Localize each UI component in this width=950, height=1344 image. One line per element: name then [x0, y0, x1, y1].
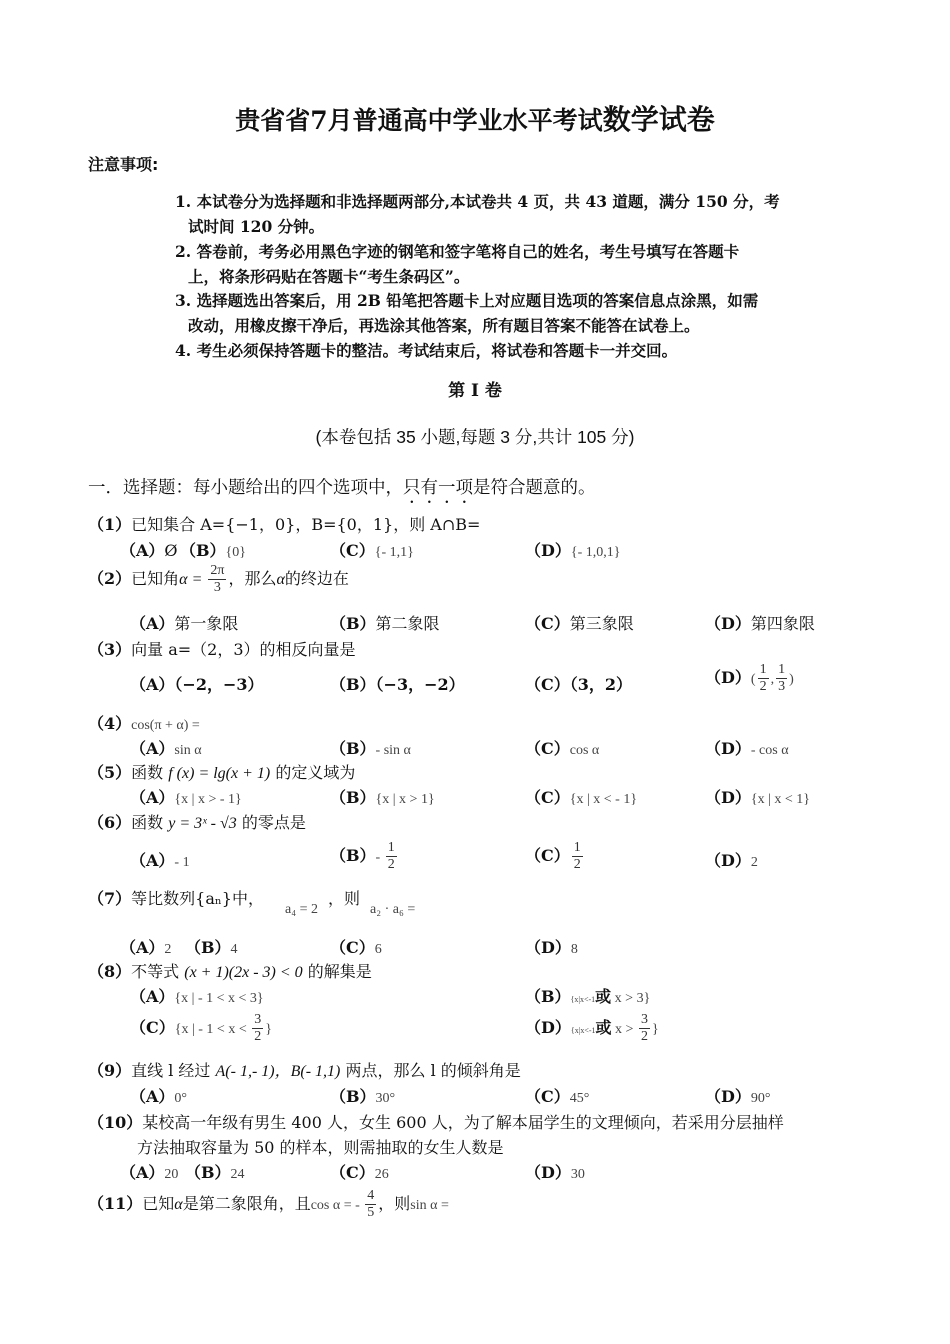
q10-option-d: （D）30 — [525, 1163, 585, 1182]
q10-option-b: （B）24 — [185, 1163, 245, 1182]
q9-option-b: （B）30° — [330, 1087, 396, 1106]
q3-option-c: （C）（3，2） — [525, 675, 633, 694]
fraction: $\frac{3}{2}$ — [254, 1012, 262, 1044]
q2-option-c: （C）第三象限 — [525, 614, 634, 633]
question-3: （3）向量 a=（2，3）的相反向量是 — [88, 640, 356, 659]
q5-option-d: （D）{x | x < 1} — [705, 788, 811, 807]
fraction: $\frac{4}{5}$ — [367, 1188, 375, 1220]
volume-title: 第 I 卷 — [448, 381, 502, 401]
fraction: $\frac{1}{2}$ — [387, 840, 395, 872]
notice-item: 4. 考生必须保持答题卡的整洁。考试结束后，将试卷和答题卡一并交回。 — [175, 341, 678, 360]
q8-option-a: （A）{x | - 1 < x < 3} — [130, 987, 264, 1006]
notice-item: 3. 选择题选出答案后，用 2B 铅笔把答题卡上对应题目选项的答案信息点涂黑，如需 — [175, 291, 759, 310]
q3-option-a: （A）（−2，−3） — [130, 675, 264, 694]
q4-option-c: （C）cos α — [525, 739, 600, 758]
q5-option-b: （B）{x | x > 1} — [330, 788, 435, 807]
fraction: $\frac{3}{2}$ — [640, 1012, 648, 1044]
fraction: $\frac{2\pi}{3}$ — [210, 563, 225, 595]
q8-option-b: （B）{x|x<-1或 x > 3} — [525, 987, 651, 1006]
q5-option-a: （A）{x | x > - 1} — [130, 788, 242, 807]
q4-option-d: （D）- cos α — [705, 739, 789, 758]
q10-option-c: （C）26 — [330, 1163, 389, 1182]
fraction: $\frac{1}{2}$ — [759, 662, 767, 694]
q7-ask: a₂ · a₆ = — [370, 902, 416, 917]
q9-option-c: （C）45° — [525, 1087, 590, 1106]
q8-option-d: （D）{x|x<-1或 x > $\frac{3}{2}$ } — [525, 1012, 659, 1044]
question-10: （10）某校高一年级有男生 400 人，女生 600 人，为了解本届学生的文理倾向，若采用分层抽样 — [88, 1113, 784, 1132]
notice-item-cont: 上，将条形码贴在答题卡“考生条码区”。 — [188, 267, 470, 286]
notice-item-cont: 试时间 120 分钟。 — [188, 217, 325, 236]
question-9: （9）直线 l 经过 A(- 1,- 1)，B(- 1,1) 两点，那么 l 的倾斜角是 — [88, 1061, 521, 1080]
q7-option-d: （D）8 — [525, 938, 578, 957]
notice-item-cont: 改动，用橡皮擦干净后，再选涂其他答案，所有题目答案不能答在试卷上。 — [188, 316, 700, 335]
page-title: 贵省省7月普通高中学业水平考试数学试卷 — [235, 103, 715, 136]
q6-option-d: （D）2 — [705, 851, 758, 870]
q1-option-b: （B）{0} — [180, 541, 246, 560]
notice-heading: 注意事项: — [88, 155, 159, 174]
question-7: （7）等比数列{aₙ}中， — [88, 889, 264, 908]
q3-option-d: （D）( $\frac{1}{2}$ , $\frac{1}{3}$ ) — [705, 662, 794, 694]
q7-option-a: （A）2 — [120, 938, 172, 957]
q7-given: a₄ = 2 — [285, 902, 318, 917]
q6-option-c: （C） $\frac{1}{2}$ — [525, 840, 581, 872]
question-6: （6）函数 y = 3ˣ - √3 的零点是 — [88, 813, 306, 832]
q1-option-a: （A）Ø — [120, 541, 178, 560]
fraction: $\frac{1}{2}$ — [573, 840, 581, 872]
q2-option-d: （D）第四象限 — [705, 614, 815, 633]
notice-item: 1. 本试卷分为选择题和非选择题两部分,本试卷共 4 页，共 43 道题，满分 150 分，考 — [175, 192, 780, 211]
question-1: （1）已知集合 A={−1，0}，B={0，1}，则 A∩B= — [88, 515, 481, 534]
q5-option-c: （C）{x | x < - 1} — [525, 788, 638, 807]
section-heading: 一．选择题：每小题给出的四个选项中，只有一项是符合题意的。 — [88, 477, 596, 497]
question-10-cont: 方法抽取容量为 50 的样本，则需抽取的女生人数是 — [137, 1138, 504, 1157]
volume-note: (本卷包括 35 小题,每题 3 分,共计 105 分) — [315, 427, 635, 447]
q7-option-c: （C）6 — [330, 938, 382, 957]
question-5: （5）函数 f (x) = lg(x + 1) 的定义域为 — [88, 763, 356, 782]
q1-option-c: （C）{- 1,1} — [330, 541, 414, 560]
q8-option-c: （C）{x | - 1 < x < $\frac{3}{2}$ } — [130, 1012, 272, 1044]
question-11: （11）已知α是第二象限角，且cos α = - $\frac{4}{5}$ ，则sin α = — [88, 1188, 449, 1220]
question-2: （2）已知角α = $\frac{2\pi}{3}$ ，那么α的终边在 — [88, 563, 349, 595]
question-8: （8）不等式 (x + 1)(2x - 3) < 0 的解集是 — [88, 962, 372, 981]
q1-option-d: （D）{- 1,0,1} — [525, 541, 621, 560]
q4-option-a: （A）sin α — [130, 739, 202, 758]
q6-option-a: （A）- 1 — [130, 851, 190, 870]
q6-option-b: （B）- $\frac{1}{2}$ — [330, 840, 395, 872]
q3-option-b: （B）（−3，−2） — [330, 675, 465, 694]
q9-option-a: （A）0° — [130, 1087, 188, 1106]
question-4: （4）cos(π + α) = — [88, 714, 200, 733]
fraction: $\frac{1}{3}$ — [778, 662, 786, 694]
q7-mid: ，则 — [328, 889, 361, 908]
q9-option-d: （D）90° — [705, 1087, 771, 1106]
q7-option-b: （B）4 — [185, 938, 238, 957]
notice-item: 2. 答卷前，考务必用黑色字迹的钢笔和签字笔将自己的姓名，考生号填写在答题卡 — [175, 242, 740, 261]
q4-option-b: （B）- sin α — [330, 739, 411, 758]
q2-option-b: （B）第二象限 — [330, 614, 440, 633]
q10-option-a: （A）20 — [120, 1163, 179, 1182]
q2-option-a: （A）第一象限 — [130, 614, 239, 633]
